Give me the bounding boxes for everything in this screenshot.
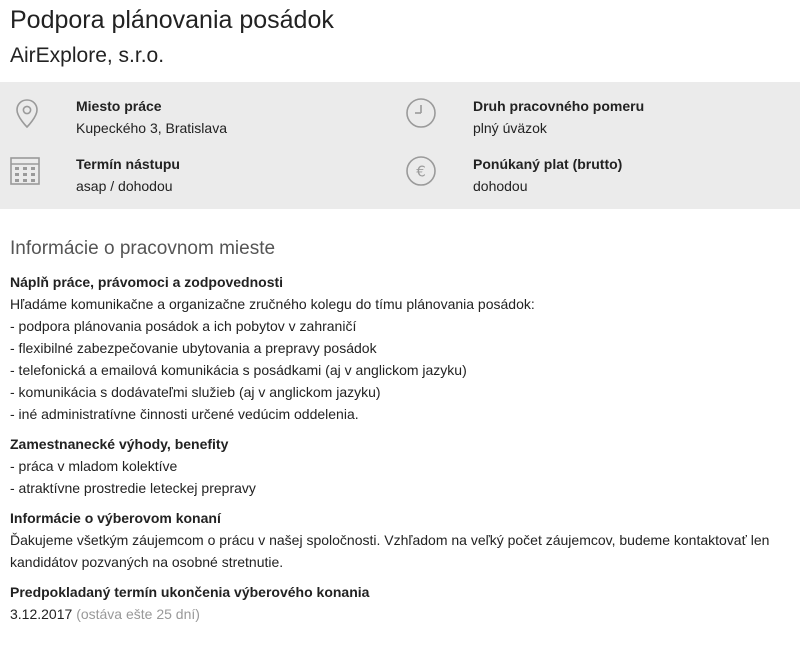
responsibilities-line: Hľadáme komunikačne a organizačne zručného kolegu do tímu plánovania posádok:: [10, 296, 535, 312]
salary-label: Ponúkaný plat (brutto): [473, 156, 623, 172]
start-date-value: asap / dohodou: [76, 178, 173, 194]
deadline-line: [10, 603, 790, 625]
job-title: Podpora plánovania posádok: [10, 6, 334, 34]
benefits-line: - práca v mladom kolektíve: [10, 458, 178, 474]
deadline-remaining: (ostáva ešte 25 dní): [76, 606, 200, 622]
company-name: AirExplore, s.r.o.: [10, 44, 165, 67]
selection-title: Informácie o výberovom konaní: [10, 510, 221, 526]
deadline-section: [10, 581, 790, 625]
responsibilities-line: - podpora plánovania posádok a ich pobytov v zahraničí: [10, 318, 357, 334]
responsibilities-line: - iné administratívne činnosti určené vedúcim oddelenia.: [10, 406, 359, 422]
employment-type-value: plný úväzok: [473, 120, 547, 136]
clock-icon: [404, 96, 438, 130]
location-value: Kupeckého 3, Bratislava: [76, 120, 227, 136]
responsibilities-line: - telefonická a emailová komunikácia s posádkami (aj v anglickom jazyku): [10, 362, 467, 378]
section-heading: Informácie o pracovnom mieste: [10, 238, 276, 259]
responsibilities-section: [10, 271, 790, 425]
responsibilities-line: - komunikácia s dodávateľmi služieb (aj v anglickom jazyku): [10, 384, 381, 400]
employment-type-label: Druh pracovného pomeru: [473, 98, 645, 114]
benefits-title: Zamestnanecké výhody, benefity: [10, 436, 229, 452]
selection-section: [10, 507, 790, 573]
deadline-title: Predpokladaný termín ukončenia výberového konania: [10, 584, 370, 600]
job-info-panel: [0, 82, 800, 209]
benefits-line: - atraktívne prostredie leteckej prepravy: [10, 480, 256, 496]
start-date-label: Termín nástupu: [76, 156, 180, 172]
salary-value: dohodou: [473, 178, 528, 194]
calendar-icon: [8, 154, 42, 188]
selection-text: Ďakujeme všetkým záujemcom o prácu v našej spoločnosti. Vzhľadom na veľký počet záujemcov, budeme kontaktovať len kandidátov pozvaných na osobné stretnutie.: [10, 532, 770, 570]
deadline-date: 3.12.2017: [10, 606, 73, 622]
location-label: Miesto práce: [76, 98, 162, 114]
location-pin-icon: [10, 96, 44, 130]
svg-text:€: €: [416, 162, 426, 181]
euro-icon: [404, 154, 438, 188]
responsibilities-line: - flexibilné zabezpečovanie ubytovania a prepravy posádok: [10, 340, 377, 356]
responsibilities-title: Náplň práce, právomoci a zodpovednosti: [10, 274, 284, 290]
benefits-section: [10, 433, 790, 499]
